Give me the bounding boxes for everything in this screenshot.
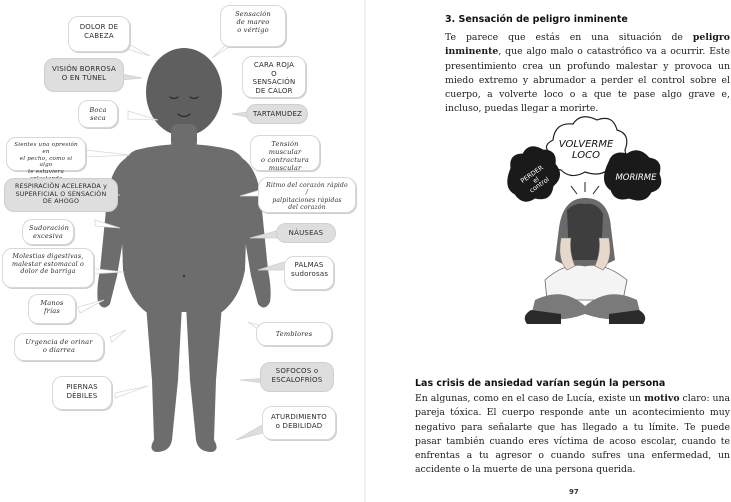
bubble-manos (28, 294, 76, 324)
cloud-perder-control: PERDER el control (519, 163, 552, 195)
bubble-text: Urgencia de orinar o diarrea (25, 338, 93, 355)
bold-term: motivo (644, 393, 680, 404)
paragraph-crisis (415, 392, 730, 478)
bubble-vision (44, 58, 124, 92)
bubble-text: Sientes una opresión en el pecho, como si algo te estuviera (14, 142, 78, 176)
bubble-digestivas (2, 248, 94, 288)
bubble-aturdimiento (262, 406, 336, 440)
bubble-cara-roja (242, 56, 306, 98)
bubble-sudoracion (22, 219, 74, 245)
bubble-tartamudez (246, 104, 308, 124)
bold-term: peligro inminente (445, 32, 730, 58)
subtitle: Las crisis de ansiedad varían según la persona (415, 378, 666, 389)
bubble-ritmo (258, 177, 356, 213)
page-number: 97 (569, 488, 579, 496)
bubble-sofocos (260, 362, 334, 392)
bubble-text: DOLOR DE CABEZA (79, 23, 119, 40)
bubble-pecho (6, 137, 86, 176)
bubble-text: SOFOCOS o ESCALOFRÍOS (271, 367, 323, 384)
bubble-text: TARTAMUDEZ (253, 110, 303, 118)
section-title: 3. Sensación de peligro inminente (445, 14, 628, 25)
paragraph-text: En algunas, como en el caso de Lucía, existe un (415, 393, 645, 404)
cloud-morirme: MORIRME (615, 173, 657, 183)
bubble-text: Manos frías (40, 299, 64, 316)
bubble-text: RESPIRACIÓN ACELERADA y SUPERFICIAL O SENSACIÓN DE AHOGO (14, 183, 108, 206)
paragraph-text: Te parece que estás en una situación de (445, 32, 693, 43)
bubble-text: ATURDIMIENTO o DEBILIDAD (271, 413, 327, 430)
bubble-respiracion (4, 178, 118, 212)
bubble-palmas (284, 256, 334, 290)
bubble-piernas (52, 376, 112, 410)
bubble-text: Boca seca (89, 106, 107, 123)
bubble-text: VISIÓN BORROSA O EN TÚNEL (52, 65, 116, 82)
bubble-text: Ritmo del corazón rápido / palpitaciones rápidas del corazón (266, 182, 348, 211)
bubble-dolor-cabeza (68, 16, 130, 52)
bubble-tension (250, 135, 320, 171)
bubble-text: CARA ROJA O SENSACIÓN DE CALOR (252, 61, 296, 95)
paragraph-peligro (445, 31, 730, 117)
paragraph-text: claro: una pareja tóxica. El cuerpo responde ante un acontecimiento muy negativo para señalarte que has llegado a tu límite. Te puede pasar también cuando eres víctima de acoso escolar, cuando te enfrentas a tu agresor o cuando sufres una enfermedad, un accidente o la muerte de una persona querida. (415, 393, 730, 476)
bubble-nauseas (276, 223, 336, 243)
bubble-text: PIERNAS DÉBILES (66, 383, 98, 400)
bubble-text: Molestias digestivas, malestar estomacal o dolor de barriga (11, 253, 85, 276)
bubble-text: NÁUSEAS (288, 229, 324, 237)
cloud-volverme-loco: VOLVERME LOCO (558, 139, 614, 161)
bubble-orinar (14, 333, 104, 361)
bubble-boca-seca (78, 100, 118, 128)
bubble-mareo (220, 5, 286, 47)
bubble-temblores (256, 322, 332, 346)
bubble-text: Sensación de mareo o vértigo (235, 10, 271, 35)
bubble-text: Sudoración excesiva (29, 224, 70, 241)
bubble-text: Tensión muscular o contractura muscular (261, 140, 309, 173)
left-page (0, 0, 365, 502)
bubble-text: PALMAS sudorosas (291, 261, 329, 278)
bubble-text: Temblores (275, 330, 313, 338)
paragraph-text: , que algo malo o catastrófico va a ocurrir. Este presentimiento crea un profundo malestar y provoca un miedo extremo y abrumador a perder el control sobre el cuerpo, a volverte loco o a que te pase algo grave e, incluso, puedas llegar a morirte. (445, 46, 730, 115)
